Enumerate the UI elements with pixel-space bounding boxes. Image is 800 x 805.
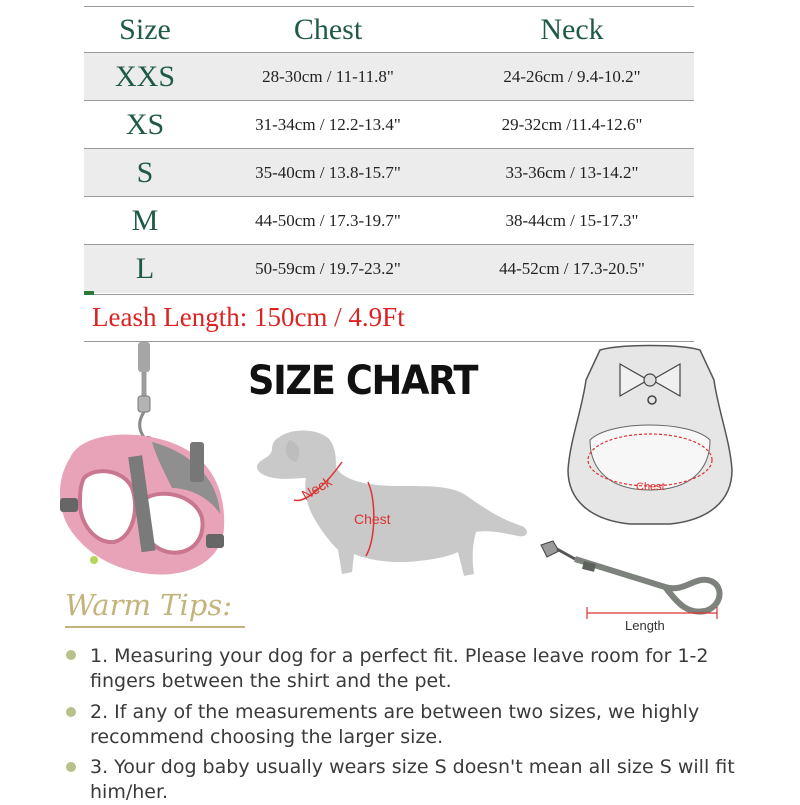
header-neck: Neck <box>540 12 604 46</box>
chest-cell: 44-50cm / 17.3-19.7" <box>255 210 401 230</box>
tip-bullet <box>66 650 76 660</box>
tip-bullet <box>66 707 76 717</box>
size-cell: XXS <box>114 59 175 93</box>
neck-cell: 44-52cm / 17.3-20.5" <box>499 258 645 278</box>
neck-label: Neck <box>298 473 335 504</box>
size-chart-title: SIZE CHART <box>248 358 478 404</box>
table-header-row <box>84 7 694 53</box>
tip-item: 1. Measuring your dog for a perfect fit. Please leave room for 1-2 fingers between the shirt and the pet. <box>90 645 709 692</box>
pink-harness-image <box>40 338 240 588</box>
header-chest: Chest <box>293 12 363 46</box>
tip-item: 3. Your dog baby usually wears size S doesn't mean all size S will fit him/her. <box>90 756 735 803</box>
neck-cell: 29-32cm /11.4-12.6" <box>501 114 643 134</box>
leash-row-marker <box>84 291 94 295</box>
size-cell: L <box>135 251 155 285</box>
chest-cell: 50-59cm / 19.7-23.2" <box>255 258 401 278</box>
table-row <box>84 197 694 245</box>
table-row <box>84 53 694 101</box>
neck-cell: 38-44cm / 15-17.3" <box>505 210 639 230</box>
vest-chest-label: Chest <box>636 481 665 493</box>
leash-image <box>535 535 735 635</box>
tip-bullet <box>66 762 76 772</box>
dog-measurement-diagram <box>250 420 535 590</box>
chest-cell: 31-34cm / 12.2-13.4" <box>255 114 401 134</box>
size-cell: M <box>131 203 159 237</box>
table-row <box>84 149 694 197</box>
size-table <box>84 6 694 293</box>
table-row <box>84 245 694 293</box>
table-row <box>84 101 694 149</box>
chest-cell: 35-40cm / 13.8-15.7" <box>255 162 401 182</box>
size-cell: XS <box>125 107 165 141</box>
size-cell: S <box>136 155 154 189</box>
length-label: Length <box>625 618 665 633</box>
chest-label: Chest <box>354 511 391 527</box>
vest-outline-image <box>560 340 740 530</box>
chest-cell: 28-30cm / 11-11.8" <box>262 66 394 86</box>
warm-tips-underline <box>65 626 245 628</box>
neck-cell: 33-36cm / 13-14.2" <box>505 162 639 182</box>
warm-tips-title: Warm Tips: <box>65 588 232 622</box>
leash-length-text: Leash Length: 150cm / 4.9Ft <box>92 302 405 332</box>
neck-cell: 24-26cm / 9.4-10.2" <box>503 66 641 86</box>
tip-item: 2. If any of the measurements are between two sizes, we highly recommend choosing the larger size. <box>90 701 700 748</box>
header-size: Size <box>119 12 171 46</box>
